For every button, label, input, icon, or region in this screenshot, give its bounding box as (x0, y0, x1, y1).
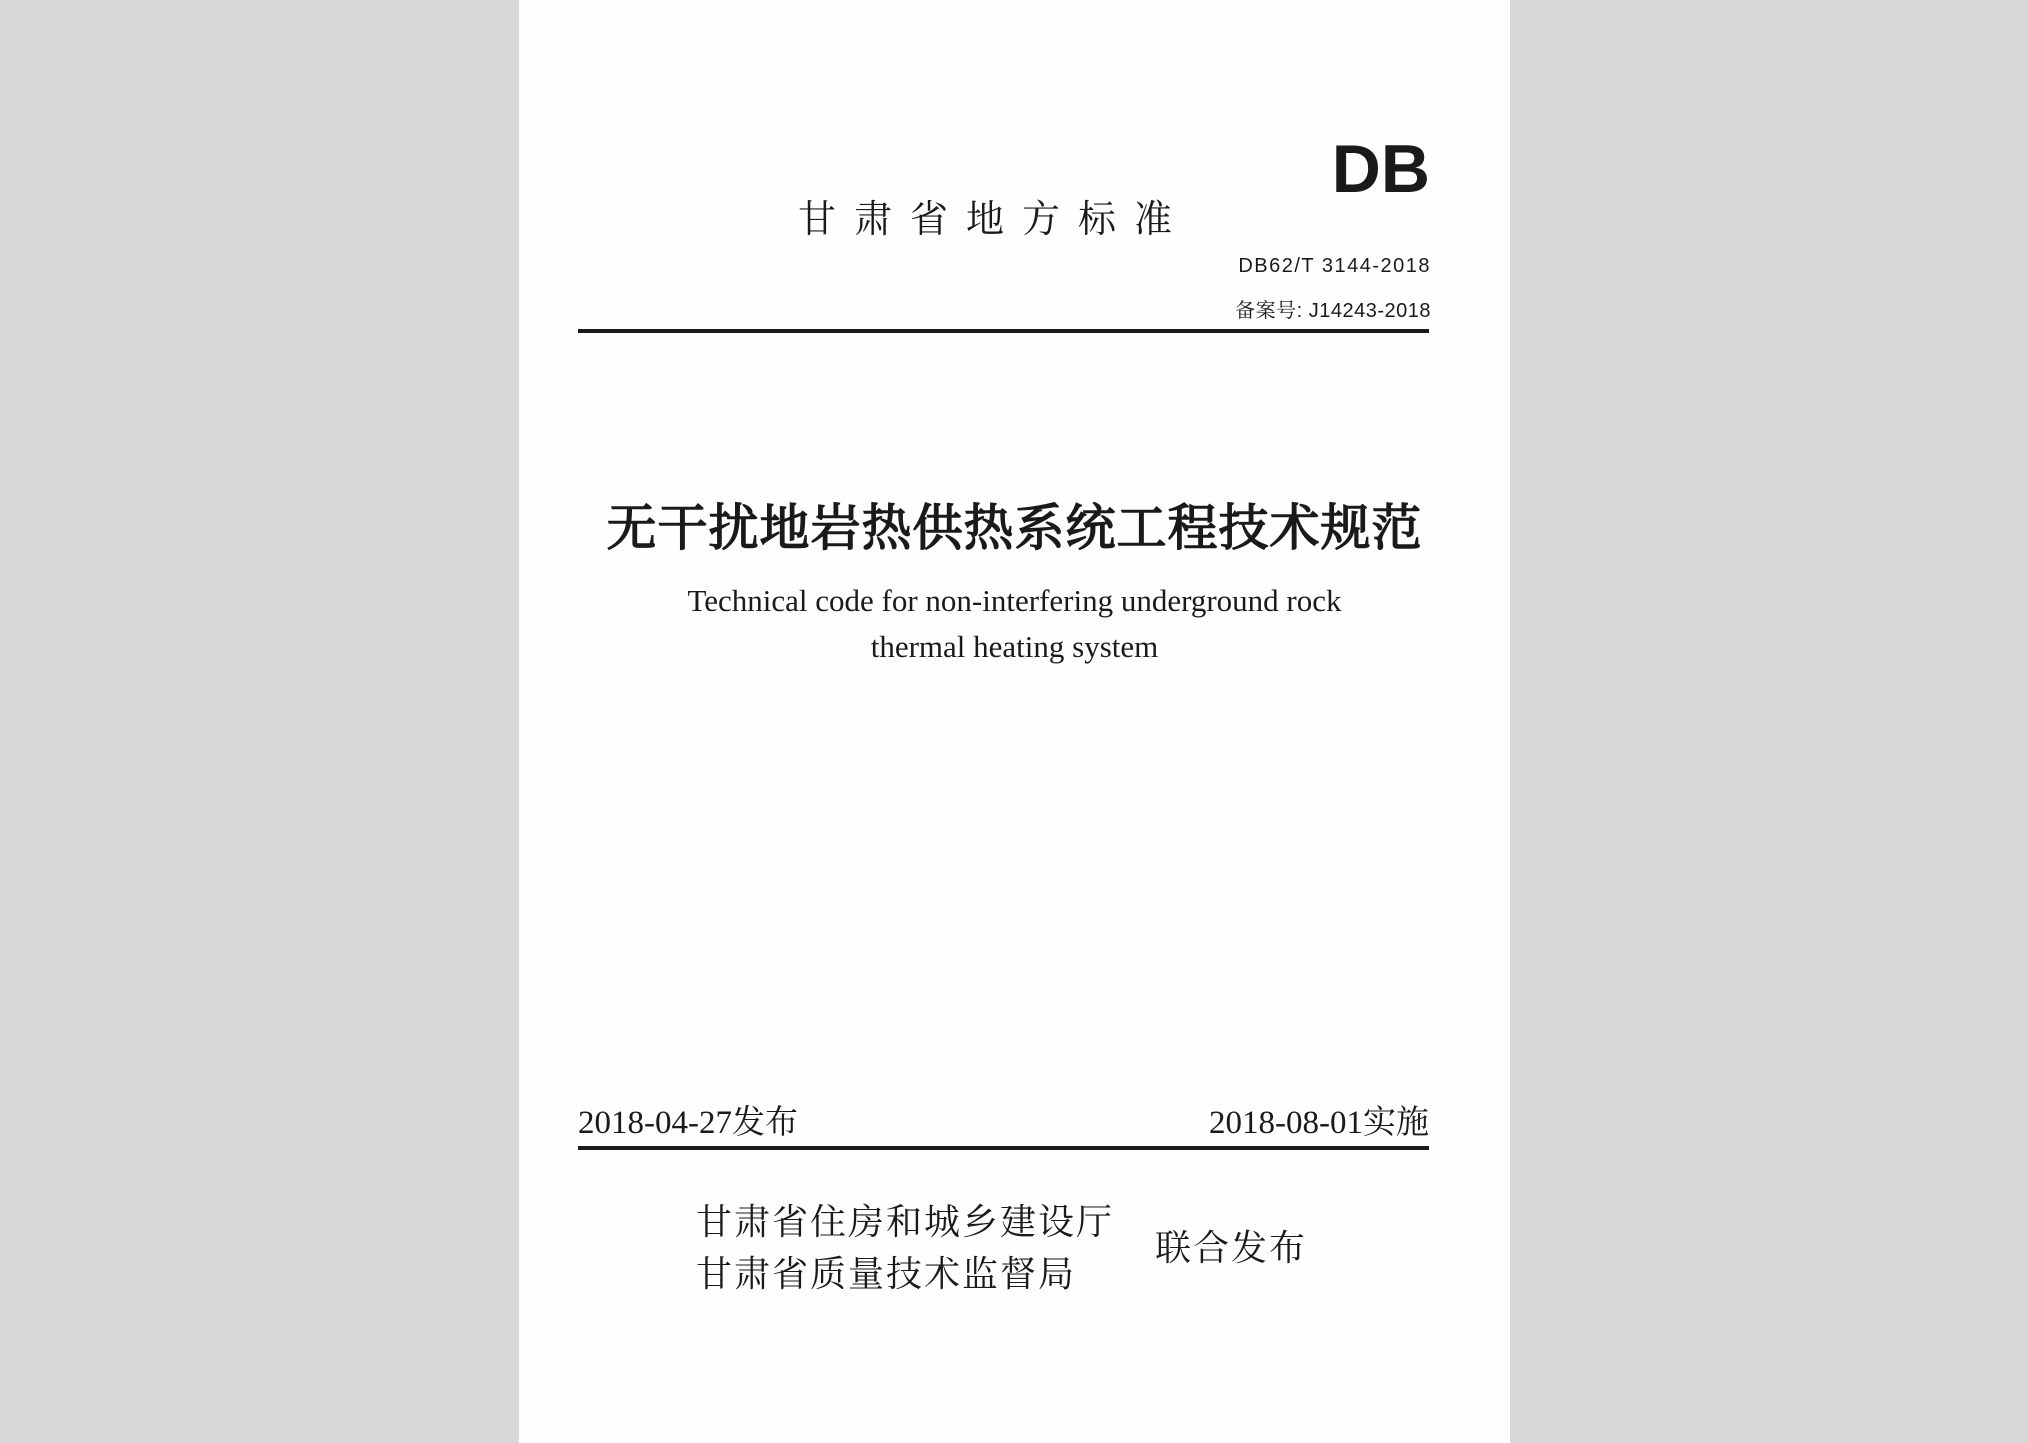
bottom-rule (578, 1146, 1429, 1150)
issue-date: 2018-04-27发布 (578, 1105, 798, 1141)
title-english-line2: thermal heating system (870, 629, 1159, 664)
effective-date: 2018-08-01实施 (1209, 1105, 1429, 1141)
issuer-org-1: 甘肃省住房和城乡建设厅 (696, 1202, 1115, 1243)
document-cover (519, 0, 1510, 1443)
standard-code: DB62/T 3144-2018 (1238, 255, 1431, 277)
db-mark: DB (1331, 131, 1430, 207)
top-rule (578, 329, 1429, 333)
standard-type: 甘肃省地方标准 (798, 197, 1191, 241)
joint-issue-label: 联合发布 (1155, 1228, 1308, 1269)
issuer-org-2: 甘肃省质量技术监督局 (696, 1254, 1077, 1295)
title-chinese: 无干扰地岩热供热系统工程技术规范 (606, 498, 1423, 557)
title-english-line1: Technical code for non-interfering underground rock (687, 583, 1342, 618)
filing-number: 备案号: J14243-2018 (1235, 300, 1431, 322)
